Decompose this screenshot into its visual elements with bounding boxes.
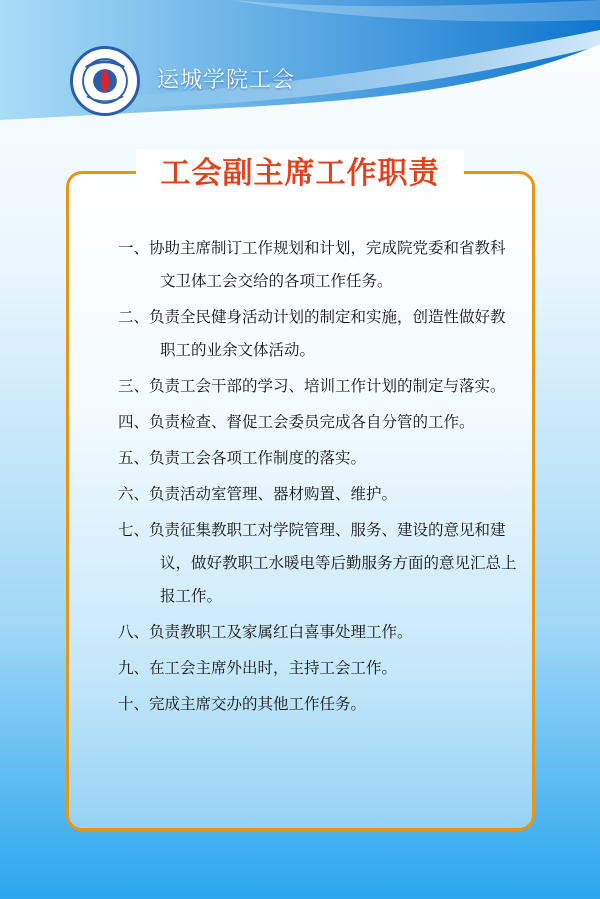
university-logo: [70, 46, 140, 116]
list-item: 十、完成主席交办的其他工作任务。: [118, 695, 367, 713]
list-item: 九、在工会主席外出时，主持工会工作。: [118, 659, 398, 677]
list-item: 七、负责征集教职工对学院管理、服务、建设的意见和建议，做好教职工水暖电等后勤服务方面的意见汇总上报工作。: [118, 521, 517, 605]
list-item: 三、负责工会干部的学习、培训工作计划的制定与落实。: [118, 377, 506, 395]
list-item: 二、负责全民健身活动计划的制定和实施，创造性做好教职工的业余文体活动。: [118, 308, 506, 359]
list-item: 一、协助主席制订工作规划和计划，完成院党委和省教科文卫体工会交给的各项工作任务。: [118, 239, 506, 290]
yuncheng-university-emblem-icon: [73, 49, 137, 113]
list-item: 八、负责教职工及家属红白喜事处理工作。: [118, 623, 413, 641]
list-item: 四、负责检查、督促工会委员完成各自分管的工作。: [118, 413, 475, 431]
duty-list: [118, 232, 518, 724]
title-plate: [136, 150, 464, 190]
list-item: 六、负责活动室管理、器材购置、维护。: [118, 485, 398, 503]
list-item: 五、负责工会各项工作制度的落实。: [118, 449, 367, 467]
org-name: 运城学院工会: [157, 68, 296, 93]
page-title: 工会副主席工作职责: [160, 156, 440, 191]
